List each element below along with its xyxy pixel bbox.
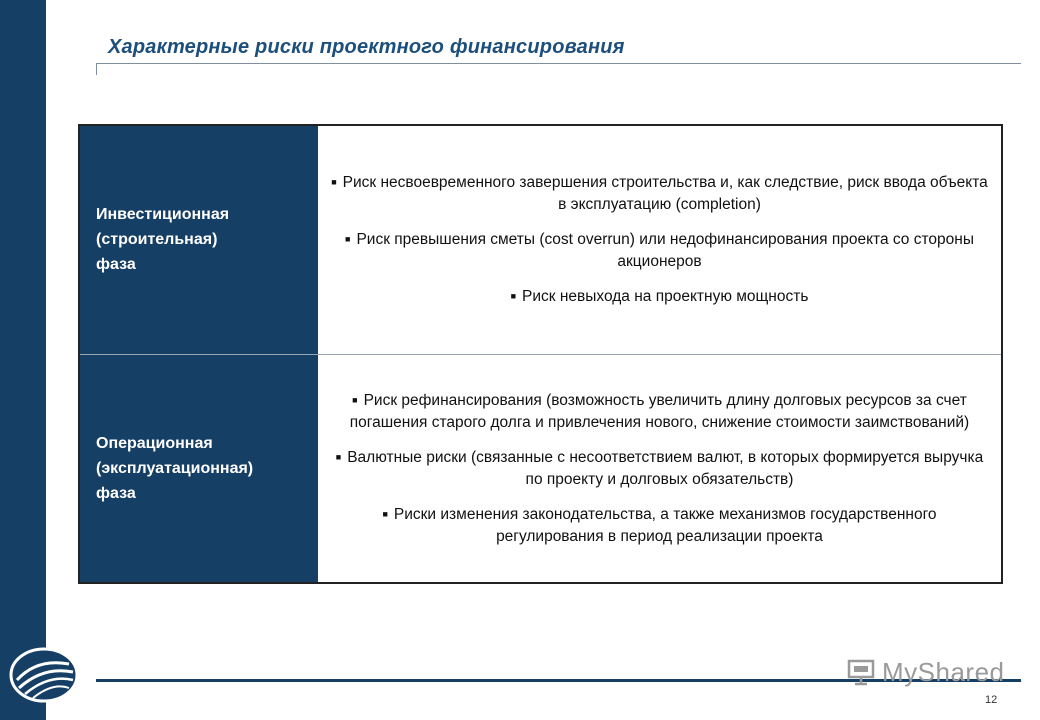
risk-item: ■ Риск превышения сметы (cost overrun) или недофинансирования проекта со стороны акционеров xyxy=(345,231,974,271)
watermark-text: MyShared xyxy=(882,656,1005,687)
watermark xyxy=(846,654,1006,690)
presentation-board-icon xyxy=(846,658,876,686)
title-divider xyxy=(96,63,1021,64)
title-divider-tick xyxy=(96,63,97,75)
table-row-investment-phase xyxy=(80,126,1001,354)
square-bullet-icon: ■ xyxy=(382,508,388,519)
slide-title: Характерные риски проектного финансирования xyxy=(108,36,625,58)
risk-item: ■ Валютные риски (связанные с несоответствием валют, в которых формируется выручка по проекту и долговых обязательств) xyxy=(335,448,984,488)
risk-item: ■ Риск несвоевременного завершения строительства и, как следствие, риск ввода объекта в эксплуатацию (completion) xyxy=(331,174,988,214)
risk-item: ■ Риски изменения законодательства, а также механизмов государственного регулирования в период реализации проекта xyxy=(382,505,937,545)
phase-cell xyxy=(80,126,318,354)
page-number: 12 xyxy=(985,694,998,706)
table-row-operational-phase xyxy=(80,354,1001,583)
square-bullet-icon: ■ xyxy=(352,394,358,405)
risks-cell xyxy=(318,355,1001,583)
phase-cell xyxy=(80,355,318,583)
square-bullet-icon: ■ xyxy=(510,291,517,302)
square-bullet-icon: ■ xyxy=(331,177,337,188)
phase-label: Операционная (эксплуатационная) фаза xyxy=(96,434,254,502)
risk-item: ■ Риск невыхода на проектную мощность xyxy=(510,288,809,306)
risk-item: ■ Риск рефинансирования (возможность увеличить длину долговых ресурсов за счет погашения старого долга и привлечения нового, снижение стоимости заимствований) xyxy=(349,391,970,431)
phase-label: Инвестиционная (строительная) фаза xyxy=(96,206,230,274)
square-bullet-icon: ■ xyxy=(335,451,342,462)
globe-logo-icon xyxy=(7,646,81,704)
risk-table xyxy=(78,124,1003,584)
square-bullet-icon: ■ xyxy=(345,234,351,245)
left-sidebar-bar xyxy=(0,0,46,720)
risks-cell xyxy=(318,126,1001,354)
